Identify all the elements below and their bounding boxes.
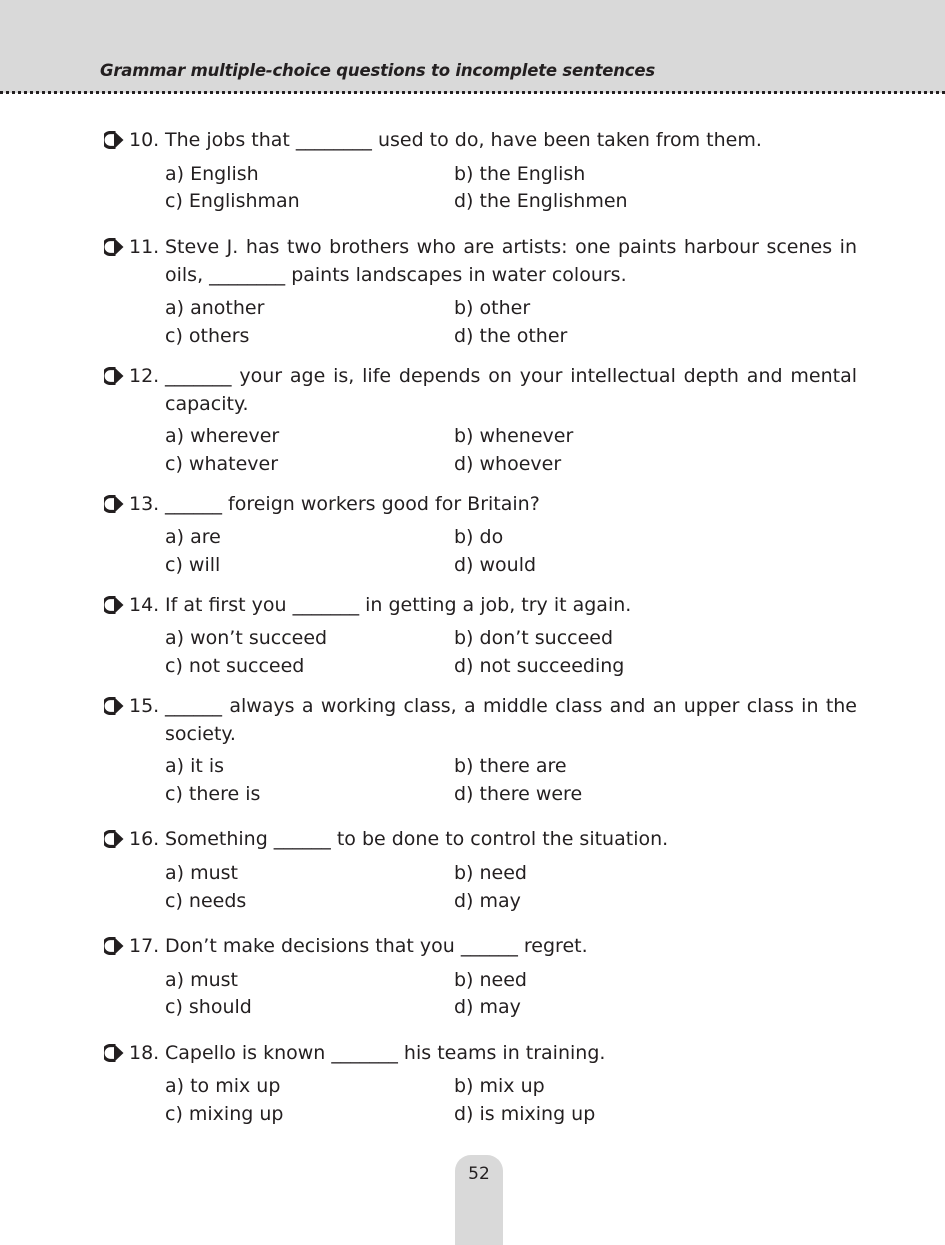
- arrow-bullet-icon: [104, 937, 124, 955]
- arrow-bullet-icon: [104, 367, 124, 385]
- question-number: 13.: [129, 493, 160, 515]
- option-c: c) there is: [165, 783, 261, 805]
- question-number: 14.: [129, 594, 160, 616]
- question-text: The jobs that ________ used to do, have been taken from them.: [165, 129, 762, 151]
- option-c: c) Englishman: [165, 190, 300, 212]
- arrow-bullet-icon: [104, 596, 124, 614]
- option-d: d) would: [454, 554, 537, 576]
- option-c: c) should: [165, 996, 252, 1018]
- arrow-bullet-icon: [104, 131, 124, 149]
- option-b: b) whenever: [454, 425, 574, 447]
- question-text: Something ______ to be done to control the situation.: [165, 828, 669, 850]
- question-text: ______ always a working class, a middle class and an upper class in the society.: [165, 695, 857, 745]
- option-d: d) may: [454, 890, 521, 912]
- question-text: Don’t make decisions that you ______ regret.: [165, 935, 588, 957]
- option-a: a) wherever: [165, 425, 280, 447]
- option-c: c) not succeed: [165, 655, 305, 677]
- dotted-divider: [0, 91, 945, 94]
- page-number-tab: [455, 1155, 503, 1245]
- option-a: a) to mix up: [165, 1075, 281, 1097]
- option-a: a) won’t succeed: [165, 627, 328, 649]
- option-b: b) do: [454, 526, 504, 548]
- question-text: _______ your age is, life depends on your intellectual depth and mental capacity.: [165, 365, 857, 415]
- question-text: Capello is known _______ his teams in training.: [165, 1042, 606, 1064]
- option-c: c) whatever: [165, 453, 279, 475]
- option-a: a) must: [165, 862, 238, 884]
- option-b: b) the English: [454, 163, 586, 185]
- option-d: d) not succeeding: [454, 655, 625, 677]
- question-number: 18.: [129, 1042, 160, 1064]
- question-number: 10.: [129, 129, 160, 151]
- option-d: d) the other: [454, 325, 568, 347]
- option-b: b) other: [454, 297, 531, 319]
- arrow-bullet-icon: [104, 697, 124, 715]
- option-b: b) mix up: [454, 1075, 545, 1097]
- option-c: c) needs: [165, 890, 247, 912]
- option-b: b) there are: [454, 755, 567, 777]
- option-c: c) will: [165, 554, 221, 576]
- question-text: ______ foreign workers good for Britain?: [165, 493, 540, 515]
- question-number: 12.: [129, 365, 160, 387]
- option-a: a) are: [165, 526, 221, 548]
- option-b: b) need: [454, 969, 527, 991]
- option-a: a) another: [165, 297, 265, 319]
- option-b: b) need: [454, 862, 527, 884]
- option-a: a) it is: [165, 755, 225, 777]
- question-number: 16.: [129, 828, 160, 850]
- option-d: d) the Englishmen: [454, 190, 628, 212]
- question-number: 11.: [129, 236, 160, 258]
- option-d: d) whoever: [454, 453, 562, 475]
- question-number: 15.: [129, 695, 160, 717]
- option-d: d) may: [454, 996, 521, 1018]
- question-text: If at first you _______ in getting a job, try it again.: [165, 594, 632, 616]
- arrow-bullet-icon: [104, 238, 124, 256]
- section-title: Grammar multiple-choice questions to incomplete sentences: [100, 61, 655, 80]
- arrow-bullet-icon: [104, 830, 124, 848]
- option-d: d) there were: [454, 783, 583, 805]
- arrow-bullet-icon: [104, 495, 124, 513]
- option-b: b) don’t succeed: [454, 627, 614, 649]
- question-number: 17.: [129, 935, 160, 957]
- option-a: a) must: [165, 969, 238, 991]
- page-number: 52: [468, 1164, 490, 1184]
- option-a: a) English: [165, 163, 259, 185]
- option-d: d) is mixing up: [454, 1103, 596, 1125]
- option-c: c) others: [165, 325, 250, 347]
- question-text: Steve J. has two brothers who are artists: one paints harbour scenes in oils, ________ paints landscapes in water colours.: [165, 236, 857, 286]
- arrow-bullet-icon: [104, 1044, 124, 1062]
- option-c: c) mixing up: [165, 1103, 284, 1125]
